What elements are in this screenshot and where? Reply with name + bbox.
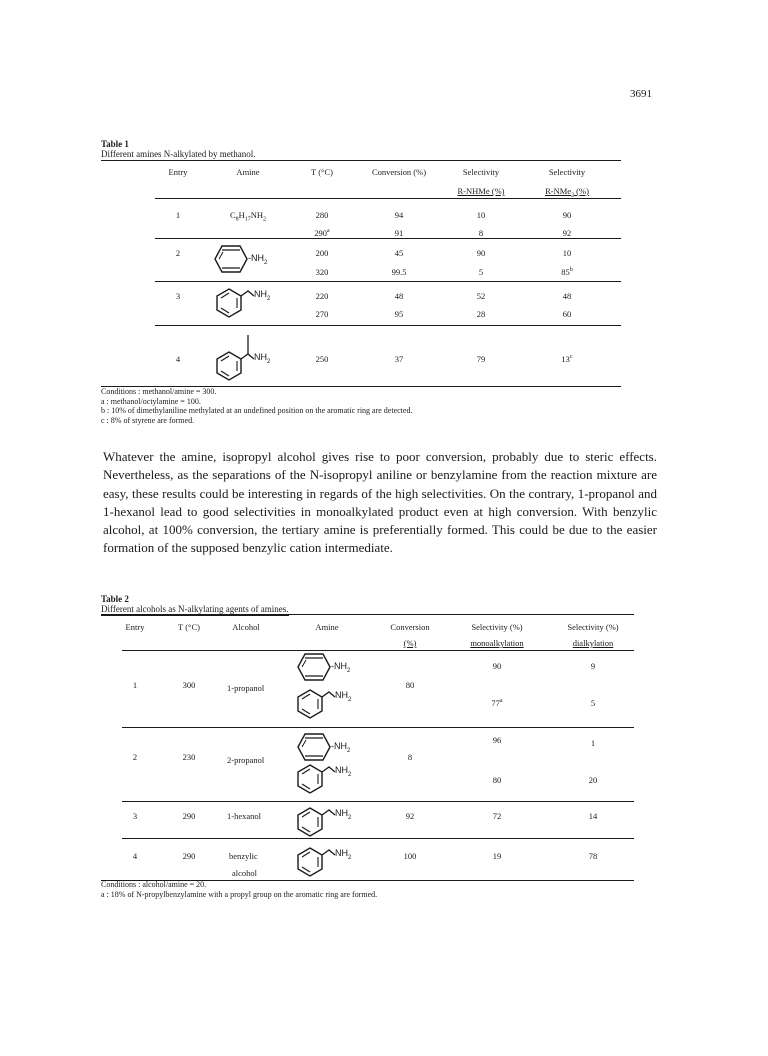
page-number: 3691 (630, 88, 652, 100)
t2-r1-mono-b: 77$^a$ (491, 698, 503, 708)
table1-caption (101, 139, 256, 161)
t1-note-a: a : methanol/octylamine = 100. (101, 396, 201, 406)
t1-note-b: b : 10% of dimethylaniline methylated at an undefined position on the aromatic ring are detected. (101, 406, 413, 415)
benzylamine-structure-icon (295, 806, 375, 840)
t1-r3-sel2-b: 60 (562, 309, 572, 319)
table2-row3-rule (122, 838, 634, 839)
t2-r3-temp: 290 (182, 811, 196, 821)
t2-r4-amine-label: $NH_2$ (335, 848, 352, 861)
t2-header-temp: T (°C) (178, 622, 200, 632)
t2-header-conversion-unit: (%) (403, 638, 417, 648)
t2-header-sel2: Selectivity (%) (567, 622, 619, 632)
t1-r3-sel2-a: 48 (562, 291, 572, 301)
t2-header-conversion: Conversion (390, 622, 430, 632)
t2-r1-alcohol: 1-propanol (227, 683, 265, 693)
t1-r3-sel1-b: 28 (476, 309, 486, 319)
alpha-methylbenzylamine-structure-icon (214, 332, 294, 384)
table1-header-rule (155, 198, 621, 199)
t1-r3-entry: 3 (175, 291, 181, 301)
t1-r2-amine-label: $-NH_2$ (248, 253, 268, 266)
table1-title: Different amines N-alkylated by methanol. (101, 149, 256, 159)
t1-r2-sel2-b: 85$^b$ (561, 267, 573, 277)
t2-r3-mono: 72 (492, 811, 502, 821)
t1-r2-conv-a: 45 (394, 248, 404, 258)
table2-notes (101, 880, 377, 899)
benzylamine-structure-icon (295, 688, 375, 722)
table1-top-rule (101, 160, 621, 161)
t2-r2-amine-a-label: $-NH_2$ (331, 741, 351, 754)
t1-r3-conv-a: 48 (394, 291, 404, 301)
t1-header-conversion: Conversion (%) (371, 167, 427, 177)
t1-r1-sel2-b: 92 (562, 228, 572, 238)
t1-r3-temp-a: 220 (315, 291, 329, 301)
t2-header-sel1-unit: monoalkylation (470, 638, 524, 648)
t2-r1-di-b: 5 (590, 698, 596, 708)
t1-r1-sel1-a: 10 (476, 210, 486, 220)
t2-header-sel1: Selectivity (%) (471, 622, 523, 632)
t1-r1-conv-a: 94 (394, 210, 404, 220)
t2-r1-conv: 80 (405, 680, 415, 690)
t1-header-sel2-unit: R-NMe$_2$ (%) (545, 186, 589, 199)
t1-r1-amine: $C_8H_{17}NH_2$ (229, 210, 267, 223)
t1-r2-entry: 2 (175, 248, 181, 258)
table2-top-rule (101, 614, 634, 615)
aniline-structure-icon (297, 653, 377, 681)
t2-r3-di: 14 (588, 811, 598, 821)
t2-r4-alcohol-line2: alcohol (232, 868, 258, 878)
benzylamine-structure-icon (214, 287, 294, 321)
t2-header-amine: Amine (315, 622, 339, 632)
t1-header-amine: Amine (236, 167, 260, 177)
t1-r2-temp-a: 200 (315, 248, 329, 258)
t1-r4-sel2: 13$^c$ (561, 354, 573, 364)
t2-r2-amine-b-label: $NH_2$ (335, 765, 352, 778)
t2-r2-di-b: 20 (588, 775, 598, 785)
t1-note-c: c : 8% of styrene are formed. (101, 415, 195, 425)
t2-r2-mono-b: 80 (492, 775, 502, 785)
t1-r2-sel1-a: 90 (476, 248, 486, 258)
t1-header-entry: Entry (168, 167, 188, 177)
t2-r3-amine-label: $NH_2$ (335, 808, 352, 821)
t1-note-conditions: Conditions : methanol/amine = 300. (101, 387, 217, 396)
table2-row2-rule (122, 801, 634, 802)
body-paragraph: Whatever the amine, isopropyl alcohol gives rise to poor conversion, probably due to steric effects. Nevertheless, as the separations of the N-isopropyl aniline or benzylamine from the reaction mixture are easy, these results could be interesting in regards of the high selectivities. On the contrary, 1-propanol and 1-hexanol lead to good selectivities in monoalkylated product even at high conversion. With benzylic alcohol, at 100% conversion, the tertiary amine is preferentially formed. This could be due to the easier formation of the supposed benzylic cation intermediate. (103, 449, 657, 556)
t1-r3-amine-label: $NH_2$ (254, 289, 271, 302)
benzylamine-structure-icon (295, 763, 375, 797)
t2-header-sel2-unit: dialkylation (572, 638, 614, 648)
t2-r2-temp: 230 (182, 752, 196, 762)
t2-r3-conv: 92 (405, 811, 415, 821)
t2-r2-mono-a: 96 (492, 735, 502, 745)
t2-r1-amine-b-label: $NH_2$ (335, 690, 352, 703)
t1-r3-conv-b: 95 (394, 309, 404, 319)
t1-r4-conv: 37 (394, 354, 404, 364)
t1-r4-sel1: 79 (476, 354, 486, 364)
t1-r1-temp-b: 290$^a$ (314, 228, 330, 238)
t1-r3-temp-b: 270 (315, 309, 329, 319)
table2-title: Different alcohols as N-alkylating agents of amines. (101, 604, 289, 614)
aniline-structure-icon (214, 245, 294, 273)
t2-r1-mono-a: 90 (492, 661, 502, 671)
t2-r1-di-a: 9 (590, 661, 596, 671)
t2-r1-temp: 300 (182, 680, 196, 690)
t2-r2-di-a: 1 (590, 738, 596, 748)
table1-row3-rule (155, 325, 621, 326)
t1-r1-conv-b: 91 (394, 228, 404, 238)
t2-note-a: a : 18% of N-propylbenzylamine with a propyl group on the aromatic ring are formed. (101, 889, 378, 899)
t2-r2-conv: 8 (407, 752, 413, 762)
t1-r2-sel2-a: 10 (562, 248, 572, 258)
t1-r1-entry: 1 (175, 210, 181, 220)
t2-r2-alcohol: 2-propanol (227, 755, 265, 765)
t1-r1-temp-a: 280 (315, 210, 329, 220)
t2-r1-amine-a-label: $-NH_2$ (331, 661, 351, 674)
t1-header-temp: T (°C) (311, 167, 333, 177)
t2-header-alcohol: Alcohol (232, 622, 260, 632)
t1-header-sel1: Selectivity (462, 167, 500, 177)
t1-r2-temp-b: 320 (315, 267, 329, 277)
t2-r3-alcohol: 1-hexanol (227, 811, 261, 821)
t2-r4-mono: 19 (492, 851, 502, 861)
t1-r2-sel1-b: 5 (478, 267, 484, 277)
t1-header-sel2: Selectivity (548, 167, 586, 177)
table1-row2-rule (155, 281, 621, 282)
benzylamine-structure-icon (295, 846, 375, 880)
t1-r4-entry: 4 (175, 354, 181, 364)
t1-r4-temp: 250 (315, 354, 329, 364)
t2-r2-entry: 2 (132, 752, 138, 762)
t2-note-conditions: Conditions : alcohol/amine = 20. (101, 880, 207, 889)
t1-r1-sel2-a: 90 (562, 210, 572, 220)
aniline-structure-icon (297, 733, 377, 761)
table2-row1-rule (122, 727, 634, 728)
t2-r4-entry: 4 (132, 851, 138, 861)
table1-label: Table 1 (101, 139, 129, 149)
t1-r4-amine-label: $NH_2$ (254, 352, 271, 365)
t2-r4-di: 78 (588, 851, 598, 861)
t2-r1-entry: 1 (132, 680, 138, 690)
table2-caption (101, 594, 289, 616)
t1-r2-conv-b: 99.5 (391, 267, 407, 277)
t2-header-entry: Entry (125, 622, 145, 632)
table2-header-rule (122, 650, 634, 651)
t2-r3-entry: 3 (132, 811, 138, 821)
t2-r4-temp: 290 (182, 851, 196, 861)
t1-r3-sel1-a: 52 (476, 291, 486, 301)
table1-row1-rule (155, 238, 621, 239)
t1-r1-sel1-b: 8 (478, 228, 484, 238)
t2-r4-alcohol-line1: benzylic (229, 851, 258, 861)
table1-notes (101, 387, 412, 425)
t2-r4-conv: 100 (403, 851, 417, 861)
table2-label: Table 2 (101, 594, 129, 604)
t1-header-sel1-unit: R-NHMe (%) (457, 186, 505, 196)
